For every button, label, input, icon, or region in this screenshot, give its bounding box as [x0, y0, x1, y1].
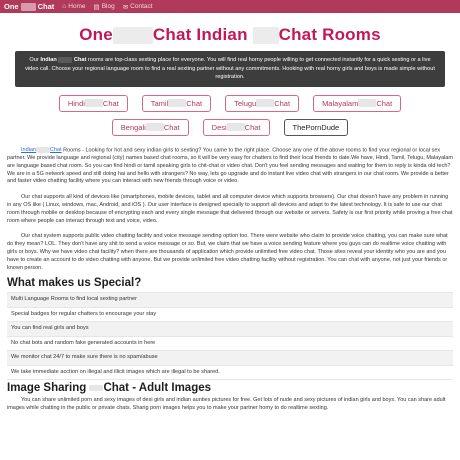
- title-part3: Chat Rooms: [278, 25, 381, 44]
- intro-bold-indian: Indian: [40, 57, 57, 63]
- room-desi-button[interactable]: [203, 119, 270, 136]
- room-redacted: [146, 123, 164, 131]
- room-telugu-suffix: Chat: [274, 98, 291, 108]
- intro-bold-chat: Chat: [73, 57, 87, 63]
- page-title: [0, 25, 460, 45]
- nav-home-label: Home: [68, 3, 86, 10]
- brand-redacted: [21, 3, 36, 11]
- room-desi-suffix: Chat: [244, 122, 261, 132]
- brand-suffix: Chat: [37, 2, 55, 11]
- title-redacted-1: [113, 27, 153, 44]
- room-hindi-button[interactable]: [59, 95, 128, 112]
- intro-text-start: Our: [29, 57, 39, 63]
- nav-blog-label: Blog: [101, 3, 115, 10]
- nav-contact-label: Contact: [130, 3, 153, 10]
- room-telugu-button[interactable]: [225, 95, 299, 112]
- title-part1: One: [79, 25, 113, 44]
- intro-redacted: [58, 57, 72, 63]
- room-redacted: [358, 99, 376, 107]
- link-prefix: Indian: [21, 147, 36, 154]
- partner-link-button[interactable]: ThePornDude: [284, 119, 349, 136]
- special-heading: What makes us Special?: [7, 277, 142, 290]
- room-tamil-prefix: Tamil: [150, 98, 169, 108]
- room-telugu-prefix: Telugu: [234, 98, 257, 108]
- room-bengali-prefix: Bengali: [120, 122, 146, 132]
- link-suffix: Chat: [50, 147, 62, 154]
- intro-box: [15, 51, 445, 87]
- room-bengali-button[interactable]: [112, 119, 189, 136]
- nav-contact[interactable]: [123, 3, 153, 11]
- contact-icon: ✉: [122, 3, 129, 11]
- room-malayalam-prefix: Malayalam: [322, 98, 359, 108]
- nav-home[interactable]: [62, 3, 85, 10]
- list-item: You can find real girls and boys: [7, 322, 453, 337]
- content-paragraph-2: Our chat supports all kind of devices like (smartphones, mobile devices, tablet and all computer device which supports browsers). Our chat doesn't have any problem in running in any OS like ( Linux, windows, mac, Android, and iOS ). Our user interface is designed specially to support all devices and adapt to the latest technology. It is safe to use our chat room through mobile or desktop because of encrypting each and every single message that delivered through our website or servers. Safety is our first priority while proving a free chat room where people can interact through text and voice, video.: [7, 194, 453, 224]
- content-paragraph-1: [7, 147, 453, 186]
- link-redacted: [36, 147, 50, 153]
- room-hindi-prefix: Hindi: [67, 98, 85, 108]
- room-bengali-suffix: Chat: [163, 122, 180, 132]
- features-list: [7, 292, 453, 380]
- content-paragraph-3: Our chat system supports public video chatting facility and voice message sending option too. There were website who claim to provide voice chatting, you can make sure what do they mean? LOL. They don't have any shit to send a voice message or so. But, we claim that we have a voice sending feature where you guys can do realtime voice chatting with girls or boys. Why we have video chat facility? when there are thousands of application which provide unlimited free video chat. Those sites reveal your identity who you are and you have to create an account to do video chatting with anyone. But we provide unlimited free video chatting facility without registration. You can chat with anyone, not just your friends or known person.: [7, 233, 448, 271]
- room-tamil-suffix: Chat: [186, 98, 203, 108]
- room-desi-prefix: Desi: [211, 122, 227, 132]
- nav-blog[interactable]: [94, 3, 115, 11]
- list-item: Special badges for regular chatters to encourage your stay: [7, 308, 453, 323]
- room-redacted: [85, 99, 103, 107]
- brand-prefix: One: [4, 2, 19, 11]
- list-item: We monitor chat 24/7 to make sure there is no spam/abuse: [7, 351, 453, 366]
- room-malayalam-suffix: Chat: [376, 98, 393, 108]
- heading-redacted: [89, 385, 103, 391]
- room-redacted: [168, 99, 186, 107]
- list-item: We take immediate acction on illegal and illicit images which are illegal to be shared.: [7, 366, 453, 381]
- blog-icon: ▤: [93, 3, 100, 11]
- list-item: No chat bots and random fake generated accounts in here: [7, 337, 453, 352]
- room-malayalam-button[interactable]: [313, 95, 401, 112]
- list-item: Multi Language Rooms to find local sexting partner: [7, 293, 453, 308]
- sharing-paragraph: You can share unlimited porn and sexy images of desi girls and indian aunties pictures for free. Get lots of nude and sexy pictures of indian girls and boys. You can share adult images while chatting in the public or private chats. Sharig porn images helps you to make your partner horny to do realtime sexting.: [7, 397, 446, 411]
- room-tamil-button[interactable]: [142, 95, 211, 112]
- sharing-heading: [7, 382, 453, 395]
- room-redacted: [256, 99, 274, 107]
- room-redacted: [227, 123, 245, 131]
- title-redacted-2: [253, 27, 279, 44]
- sharing-heading-part1: Image Sharing: [7, 382, 87, 395]
- indian-chat-link[interactable]: [21, 147, 62, 153]
- title-part2: Chat Indian: [152, 25, 248, 44]
- intro-text: rooms are top-class sexting place for everyone. You will find real horny people willing to get connected instantly for a quick sexting or a live video call. Choose your regional language room to find a real sexting partner without any commitments. Hooking with real horny girls and boys is made simple without registration.: [25, 57, 435, 81]
- brand-logo[interactable]: [4, 2, 54, 11]
- paragraph-1-text: Rooms - Looking for hot and sexy indian girls to sexting? You came to the right place. Choose any one of the above rooms to find your regional or local sex partner. We provide language and regional (city) names based chat rooms, so it will be very easy for chatters to find their local friends to date.We have, Hindi, Tamil, Telugu, Malayalam are language based chat room. So you can find hindi or tamil speaking girls to chit-chat or video chat. Don't you feel sending messages and waiting for them to reply is kinda old tech? We are in a 5G network speed and still doing hai and hello with strangers? No way, lets go upgrade and do instant live video chat with strangers in our chat room. We provide a better and faster video chatting facility where you can interact with new friends through voice or video.: [7, 147, 453, 185]
- sharing-heading-part2: Chat - Adult Images: [103, 382, 212, 395]
- top-navbar: [0, 0, 460, 13]
- room-buttons: [15, 95, 445, 136]
- home-icon: ⌂: [62, 3, 67, 10]
- main-content: [7, 147, 453, 413]
- room-hindi-suffix: Chat: [102, 98, 119, 108]
